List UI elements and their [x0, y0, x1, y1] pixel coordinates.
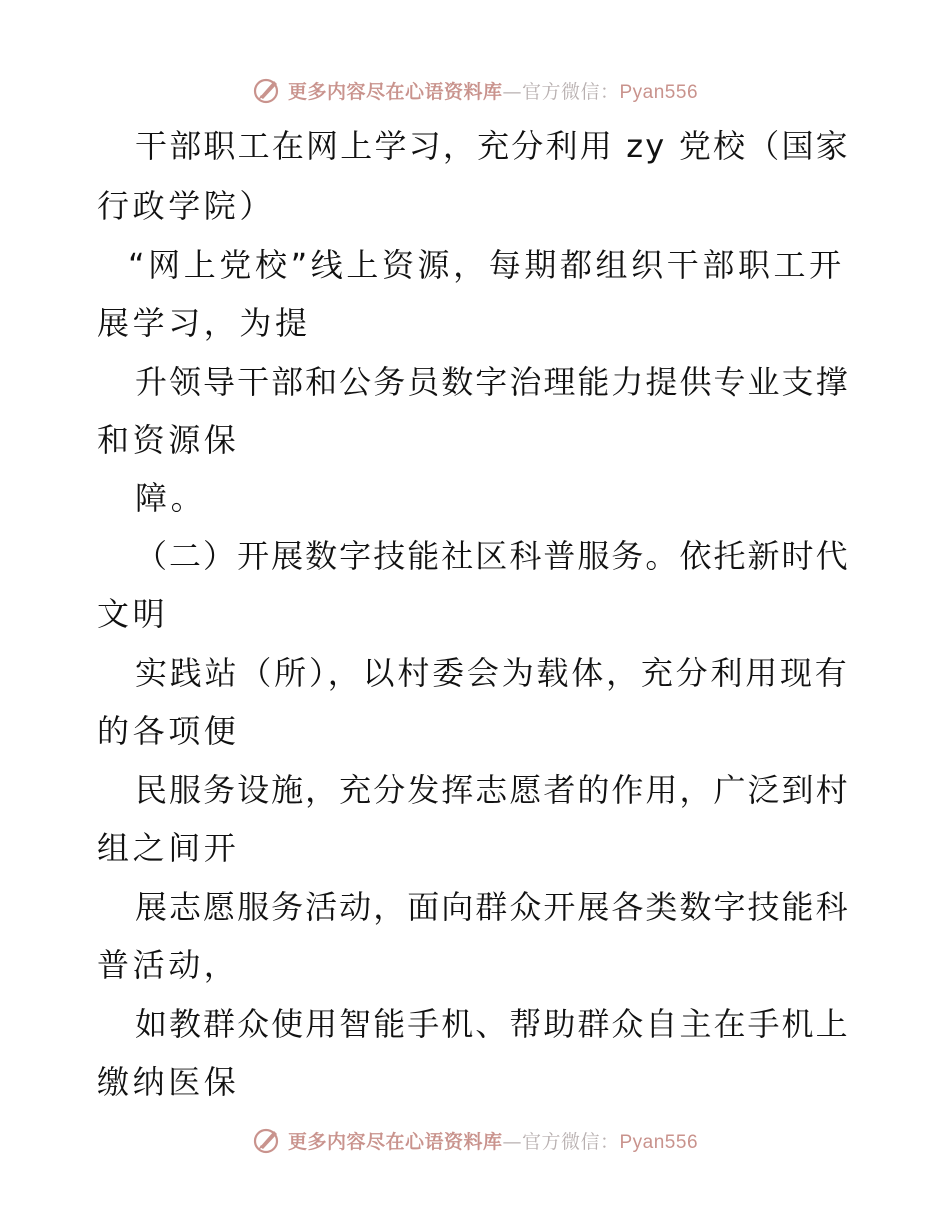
watermark-main: 更多内容尽在心语资料库: [287, 80, 503, 103]
watermark-id: Pyan556: [619, 1131, 699, 1153]
body-line: 展志愿服务活动，面向群众开展各类数字技能科: [135, 888, 850, 926]
body-line: 民服务设施，充分发挥志愿者的作用，广泛到村: [135, 771, 850, 809]
header-watermark: [0, 70, 950, 110]
body-line: 升领导干部和公务员数字治理能力提供专业支撑: [135, 363, 850, 401]
watermark-dash: —: [502, 1130, 522, 1153]
body-line: 障。: [135, 479, 207, 517]
watermark-dash: —: [502, 80, 522, 103]
body-line: 和资源保: [97, 421, 240, 459]
body-line: 普活动，: [97, 946, 240, 984]
watermark-id: Pyan556: [619, 81, 699, 103]
watermark-sub: 官方微信：: [521, 80, 620, 103]
body-line: 实践站（所），以村委会为载体，充分利用现有: [135, 654, 850, 692]
footer-watermark: [0, 1120, 950, 1160]
watermark-sub: 官方微信：: [521, 1130, 620, 1153]
quill-logo-icon: [252, 1125, 282, 1155]
body-line: 的各项便: [97, 712, 240, 750]
watermark-main: 更多内容尽在心语资料库: [287, 1130, 503, 1153]
quill-logo-icon: [252, 75, 282, 105]
body-line: 展学习，为提: [97, 304, 311, 342]
body-line: 行政学院）: [97, 187, 276, 225]
watermark-text: [288, 1127, 698, 1154]
body-line: “网上党校”线上资源，每期都组织干部职工开: [128, 246, 845, 284]
watermark-text: [288, 77, 698, 104]
body-line: （二）开展数字技能社区科普服务。依托新时代: [135, 537, 850, 575]
body-line: 缴纳医保: [97, 1063, 240, 1101]
body-line: 干部职工在网上学习，充分利用 zy 党校（国家: [135, 127, 850, 165]
body-line: 文明: [97, 595, 169, 633]
body-line: 如教群众使用智能手机、帮助群众自主在手机上: [135, 1005, 850, 1043]
body-line: 组之间开: [97, 829, 240, 867]
